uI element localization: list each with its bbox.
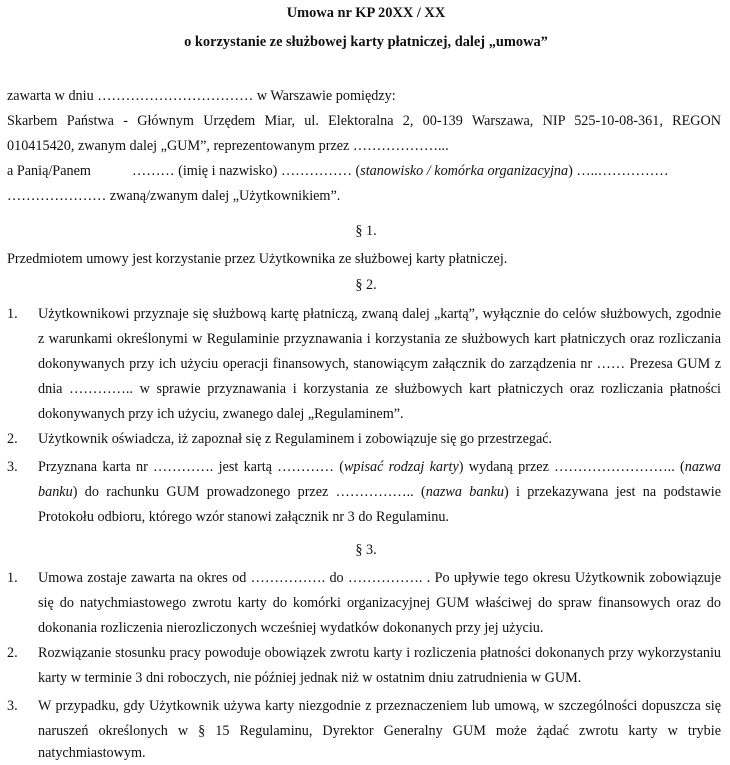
section-2-heading: § 2.: [355, 277, 377, 293]
intro-user-fields: ……… (imię i nazwisko) …………… (: [132, 163, 361, 179]
section-3-item-3-number: 3.: [7, 698, 18, 714]
document-subtitle: o korzystanie ze służbowej karty płatniczej, dalej „umowa”: [184, 34, 548, 50]
section-1-heading: § 1.: [355, 223, 377, 239]
intro-line-regon: 010415420, zwanym dalej „GUM”, reprezentowanym przez ………………...: [7, 138, 449, 154]
section-3-item-3-line: naruszeń określonych w § 15 Regulaminu, Dyrektor Generalny GUM może żądać zwrotu karty w trybie: [38, 723, 721, 739]
section-3-heading: § 3.: [355, 542, 377, 558]
section-3-item-2-line: karty w terminie 3 dni roboczych, nie później jednak niż w ostatnim dniu zatrudnienia w GUM.: [38, 670, 582, 686]
section-2-item-3-number: 3.: [7, 459, 18, 475]
intro-user-prefix: a Panią/Panem: [7, 163, 91, 179]
document-title: Umowa nr KP 20XX / XX: [286, 5, 446, 21]
section-2-item-1-line: z warunkami określonymi w Regulaminie przyznawania i korzystania ze służbowych kart płatniczych oraz rozliczania: [38, 331, 721, 347]
section-3-item-1-line: Umowa zostaje zawarta na okres od ……………. do ……………. . Po upływie tego okresu Użytkownik zobowiązuje: [38, 570, 721, 586]
section-3-item-1-line: dokonania rozliczenia nierozliczonych wcześniej wydatków dokonanych przy jej użyciu.: [38, 620, 544, 636]
section-2-item-1-number: 1.: [7, 306, 18, 322]
intro-line-parties: Skarbem Państwa - Głównym Urzędem Miar, ul. Elektoralna 2, 00-139 Warszawa, NIP 525-10-08-361, REGON: [7, 113, 721, 129]
section-2-item-2-line: Użytkownik oświadcza, iż zapoznał się z Regulaminem i zobowiązuje się go przestrzegać.: [38, 431, 553, 447]
section-3-item-2-number: 2.: [7, 645, 18, 661]
section-3-item-3-line: W przypadku, gdy Użytkownik używa karty niezgodnie z przeznaczeniem lub umową, w szczególności dopuszcza się: [38, 698, 721, 714]
intro-user-position: stanowisko / komórka organizacyjna: [360, 163, 569, 179]
section-2-item-3-line: Protokołu odbioru, którego wzór stanowi załącznik nr 3 do Regulaminu.: [38, 509, 449, 525]
intro-line-user: [7, 163, 669, 180]
section-3-item-1-line: się do natychmiastowego zwrotu karty do komórki organizacyjnej GUM właściwej do spraw finansowych oraz do: [38, 595, 721, 611]
intro-line-date: zawarta w dniu …………………………… w Warszawie pomiędzy:: [7, 88, 396, 104]
section-2-item-1-line: Użytkownikowi przyznaje się służbową kartę płatniczą, zwaną dalej „kartą”, wyłącznie do celów służbowych, zgodnie: [38, 306, 721, 322]
section-3-item-3-line: natychmiastowym.: [38, 745, 146, 761]
section-3-item-1-number: 1.: [7, 570, 18, 586]
intro-user-suffix: ) …..……………: [568, 163, 669, 179]
section-2-item-1-line: dnia ………….. w sprawie przyznawania i korzystania ze służbowych kart płatniczych oraz rozliczania płatności: [38, 381, 721, 397]
section-2-item-3-line: Przyznana karta nr …………. jest kartą ………… (wpisać rodzaj karty) wydaną przez …………………….. (nazwa: [38, 459, 721, 475]
section-2-item-2-number: 2.: [7, 431, 18, 447]
section-1-text: Przedmiotem umowy jest korzystanie przez Użytkownika ze służbowej karty płatniczej.: [7, 251, 508, 267]
section-3-item-2-line: Rozwiązanie stosunku pracy powoduje obowiązek zwrotu karty i rozliczenia płatności dokonanych przy wykorzystaniu: [38, 645, 721, 661]
intro-line-user-name: ………………… zwaną/zwanym dalej „Użytkownikiem”.: [7, 188, 341, 204]
section-2-item-3-line: banku) do rachunku GUM prowadzonego przez …………….. (nazwa banku) i przekazywana jest na podstawie: [38, 484, 721, 500]
section-2-item-1-line: dokonywanych przy ich użyciu, zwanego dalej „Regulaminem”.: [38, 406, 404, 422]
section-2-item-1-line: dokonywanych przy ich użyciu operacji finansowych, stanowiącym załącznik do zarządzenia nr …… Prezesa GUM z: [38, 356, 721, 372]
